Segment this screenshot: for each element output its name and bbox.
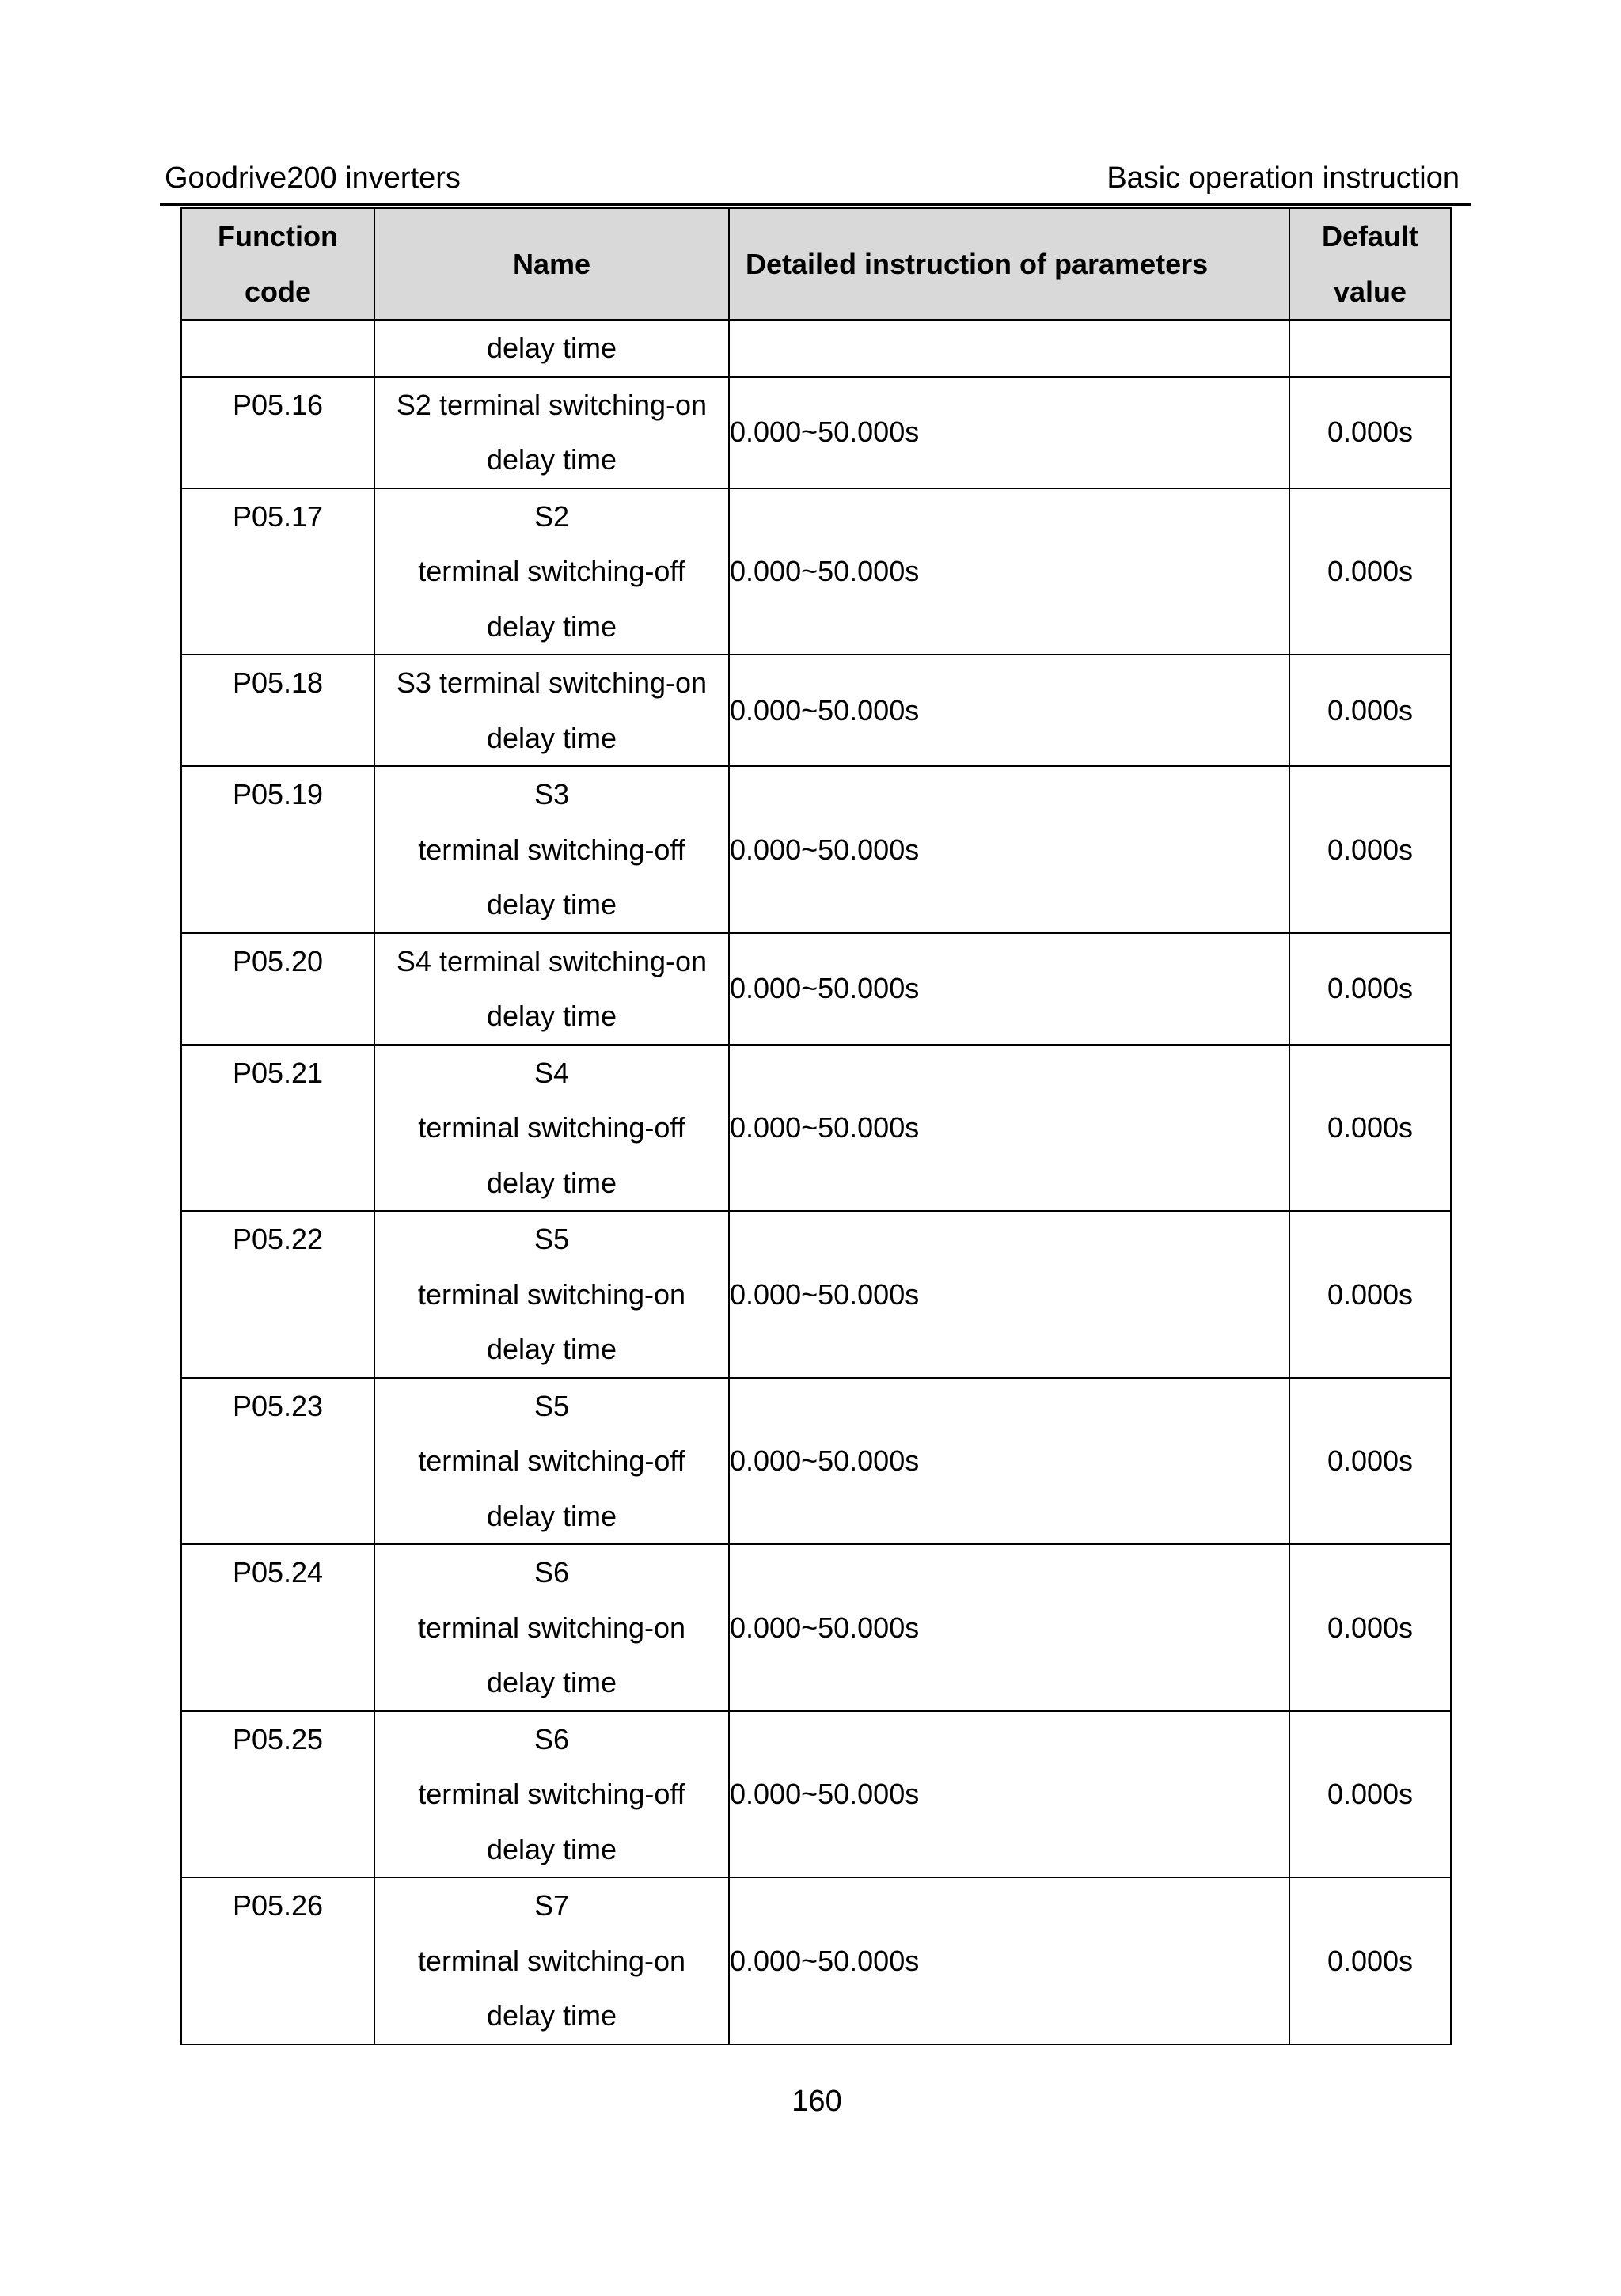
parameter-detail-cell: 0.000~50.000s xyxy=(729,933,1289,1045)
parameter-name-cell xyxy=(374,1711,729,1878)
parameter-name-line: terminal switching-off xyxy=(418,1778,685,1810)
parameter-name-line: delay time xyxy=(486,1499,617,1532)
parameter-name-cell xyxy=(374,1544,729,1711)
parameter-name-cell xyxy=(374,320,729,377)
parameter-name-line: terminal switching-off xyxy=(418,1444,685,1477)
parameter-detail-cell: 0.000~50.000s xyxy=(729,766,1289,933)
default-value-cell: 0.000s xyxy=(1289,377,1451,488)
parameter-detail-cell: 0.000~50.000s xyxy=(729,377,1289,488)
parameter-name-line: terminal switching-on xyxy=(417,1277,686,1311)
function-code-cell: P05.24 xyxy=(181,1544,374,1711)
parameter-name-line: terminal switching-off xyxy=(418,1111,685,1144)
default-value-cell: 0.000s xyxy=(1289,1711,1451,1878)
parameter-detail-cell: 0.000~50.000s xyxy=(729,655,1289,766)
parameter-name-line: S7 xyxy=(533,1889,570,1922)
parameter-detail-cell: 0.000~50.000s xyxy=(729,1211,1289,1378)
function-code-cell: P05.21 xyxy=(181,1045,374,1212)
parameter-detail-cell xyxy=(729,320,1289,377)
parameter-name-line: delay time xyxy=(486,1000,617,1032)
header-section-title: Basic operation instruction xyxy=(1107,161,1460,195)
table-row xyxy=(181,320,1451,377)
parameter-name-line: terminal switching-off xyxy=(418,833,685,866)
parameter-name-line: delay time xyxy=(486,1166,617,1199)
table-body xyxy=(181,320,1451,2044)
parameter-name-line: terminal switching-on xyxy=(417,1611,686,1644)
parameter-detail-cell: 0.000~50.000s xyxy=(729,488,1289,655)
table-row xyxy=(181,1877,1451,2044)
table-row xyxy=(181,488,1451,655)
parameter-name-cell xyxy=(374,933,729,1045)
table-row xyxy=(181,766,1451,933)
parameter-name-line: terminal switching-off xyxy=(418,555,685,587)
default-value-cell: 0.000s xyxy=(1289,766,1451,933)
parameter-name-cell xyxy=(374,655,729,766)
parameter-detail-cell: 0.000~50.000s xyxy=(729,1378,1289,1545)
parameter-name-line: S6 xyxy=(533,1722,570,1755)
default-value-cell: 0.000s xyxy=(1289,488,1451,655)
parameter-name-cell xyxy=(374,377,729,488)
parameter-name-line: delay time xyxy=(486,1333,617,1365)
parameter-name-line: S5 xyxy=(533,1223,570,1255)
function-code-cell: P05.18 xyxy=(181,655,374,766)
parameter-name-line: delay time xyxy=(486,888,617,920)
default-value-cell: 0.000s xyxy=(1289,1045,1451,1212)
parameter-name-cell xyxy=(374,1211,729,1378)
parameter-name-line: S2 xyxy=(533,499,570,533)
function-code-cell: P05.16 xyxy=(181,377,374,488)
column-header-function-code: Function code xyxy=(181,208,374,320)
parameter-name-cell xyxy=(374,1877,729,2044)
function-code-cell: P05.23 xyxy=(181,1378,374,1545)
default-value-cell: 0.000s xyxy=(1289,655,1451,766)
function-code-cell: P05.22 xyxy=(181,1211,374,1378)
header-document-title: Goodrive200 inverters xyxy=(165,161,461,195)
parameter-name-line: S6 xyxy=(533,1556,570,1588)
column-header-default-value: Default value xyxy=(1289,208,1451,320)
parameter-name-cell xyxy=(374,1378,729,1545)
header-rule xyxy=(160,203,1471,206)
parameter-detail-cell: 0.000~50.000s xyxy=(729,1045,1289,1212)
parameter-detail-cell: 0.000~50.000s xyxy=(729,1877,1289,2044)
column-header-detail: Detailed instruction of parameters xyxy=(729,208,1289,320)
parameter-name-line: delay time xyxy=(486,332,617,364)
parameter-name-cell xyxy=(374,488,729,655)
parameter-name-line: delay time xyxy=(486,443,617,476)
parameter-detail-cell: 0.000~50.000s xyxy=(729,1711,1289,1878)
parameter-name-line: delay time xyxy=(486,1666,617,1698)
function-code-cell: P05.19 xyxy=(181,766,374,933)
parameter-name-line: S4 xyxy=(533,1056,570,1089)
parameter-detail-cell: 0.000~50.000s xyxy=(729,1544,1289,1711)
function-code-cell: P05.25 xyxy=(181,1711,374,1878)
table-row xyxy=(181,1378,1451,1545)
function-code-cell: P05.17 xyxy=(181,488,374,655)
table-row xyxy=(181,655,1451,766)
table-row xyxy=(181,377,1451,488)
parameter-name-cell xyxy=(374,1045,729,1212)
parameter-name-line: S2 terminal switching-on xyxy=(396,388,708,421)
parameter-table xyxy=(180,207,1452,2045)
table-row xyxy=(181,933,1451,1045)
parameter-name-line: S3 terminal switching-on xyxy=(396,666,708,699)
parameter-name-cell xyxy=(374,766,729,933)
default-value-cell: 0.000s xyxy=(1289,1211,1451,1378)
table-header-row xyxy=(181,208,1451,320)
function-code-cell: P05.26 xyxy=(181,1877,374,2044)
function-code-cell xyxy=(181,320,374,377)
table-row xyxy=(181,1711,1451,1878)
parameter-name-line: terminal switching-on xyxy=(417,1944,686,1977)
default-value-cell xyxy=(1289,320,1451,377)
parameter-name-line: S5 xyxy=(533,1389,570,1422)
parameter-name-line: delay time xyxy=(486,721,617,754)
default-value-cell: 0.000s xyxy=(1289,1544,1451,1711)
table-row xyxy=(181,1211,1451,1378)
parameter-name-line: S4 terminal switching-on xyxy=(396,944,708,977)
page-number: 160 xyxy=(792,2085,842,2118)
table-row xyxy=(181,1045,1451,1212)
parameter-name-line: delay time xyxy=(486,1832,617,1865)
column-header-name: Name xyxy=(374,208,729,320)
function-code-cell: P05.20 xyxy=(181,933,374,1045)
parameter-name-line: S3 xyxy=(533,778,570,810)
default-value-cell: 0.000s xyxy=(1289,1378,1451,1545)
parameter-name-line: delay time xyxy=(486,609,617,643)
page-header xyxy=(165,161,1460,199)
default-value-cell: 0.000s xyxy=(1289,1877,1451,2044)
table-row xyxy=(181,1544,1451,1711)
parameter-name-line: delay time xyxy=(486,1999,617,2032)
default-value-cell: 0.000s xyxy=(1289,933,1451,1045)
